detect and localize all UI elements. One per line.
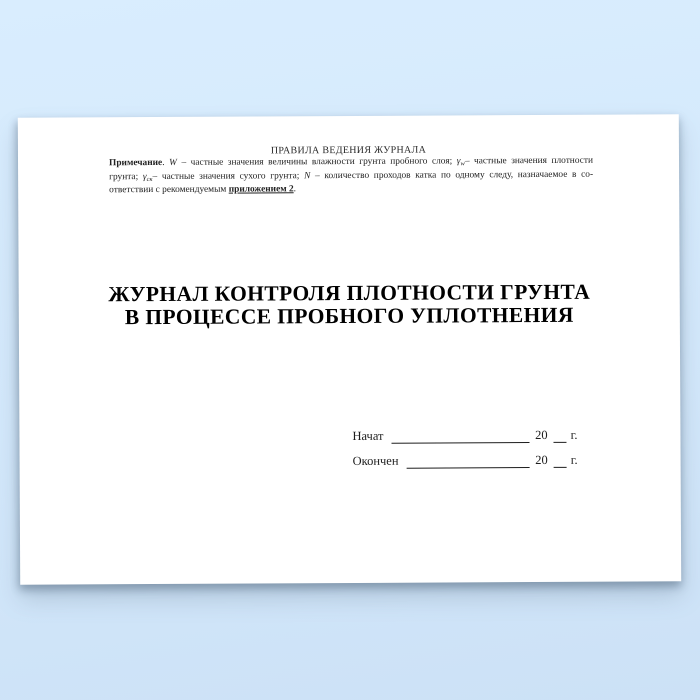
finished-date-blank-line — [406, 456, 529, 469]
note-segment: . — [293, 184, 297, 195]
started-date-blank-line — [391, 431, 529, 444]
note-segment: Примечание — [108, 157, 163, 169]
note-segment: W — [169, 157, 177, 168]
note-segment: γ — [456, 156, 461, 167]
journal-title — [19, 280, 680, 329]
finished-year-blank-line — [554, 456, 567, 468]
journal-title-line2: В ПРОЦЕССЕ ПРОБНОГО УПЛОТНЕНИЯ — [124, 302, 574, 330]
finished-label: Окончен — [352, 453, 399, 468]
journal-cover-page — [18, 114, 681, 584]
note-segment: приложением 2 — [228, 184, 294, 196]
note-segment: – частные значения величины влажности грунта пробного слоя; — [176, 156, 457, 168]
finished-year-prefix: 20 — [535, 452, 548, 468]
note-segment: – частные значения плотности — [464, 155, 594, 167]
note-segment: грунта; — [109, 171, 143, 182]
date-fields — [352, 427, 577, 478]
started-year-prefix: 20 — [535, 427, 548, 443]
journal-title-line1: ЖУРНАЛ КОНТРОЛЯ ПЛОТНОСТИ ГРУНТА — [108, 279, 591, 307]
note-segment: – количество проходов катка по одному следу, назначаемое в со- — [310, 169, 594, 181]
note-segment: γ — [142, 171, 147, 182]
note-segment: N — [304, 170, 311, 181]
note-segment: ск — [146, 175, 153, 183]
finished-row — [353, 452, 578, 469]
note-segment: w — [460, 160, 465, 168]
note-segment: – частные значения сухого грунта; — [152, 170, 305, 182]
finished-year-suffix: г. — [570, 452, 578, 467]
started-year-suffix: г. — [570, 427, 578, 442]
note-line — [109, 183, 593, 196]
note-paragraph — [109, 156, 593, 197]
started-label: Начат — [352, 428, 384, 443]
started-row — [352, 427, 577, 444]
note-segment: . — [162, 157, 170, 168]
note-segment: ответствии с рекомендуемым — [109, 185, 229, 196]
rules-heading: ПРАВИЛА ВЕДЕНИЯ ЖУРНАЛА — [270, 144, 427, 157]
started-year-blank-line — [554, 431, 567, 443]
